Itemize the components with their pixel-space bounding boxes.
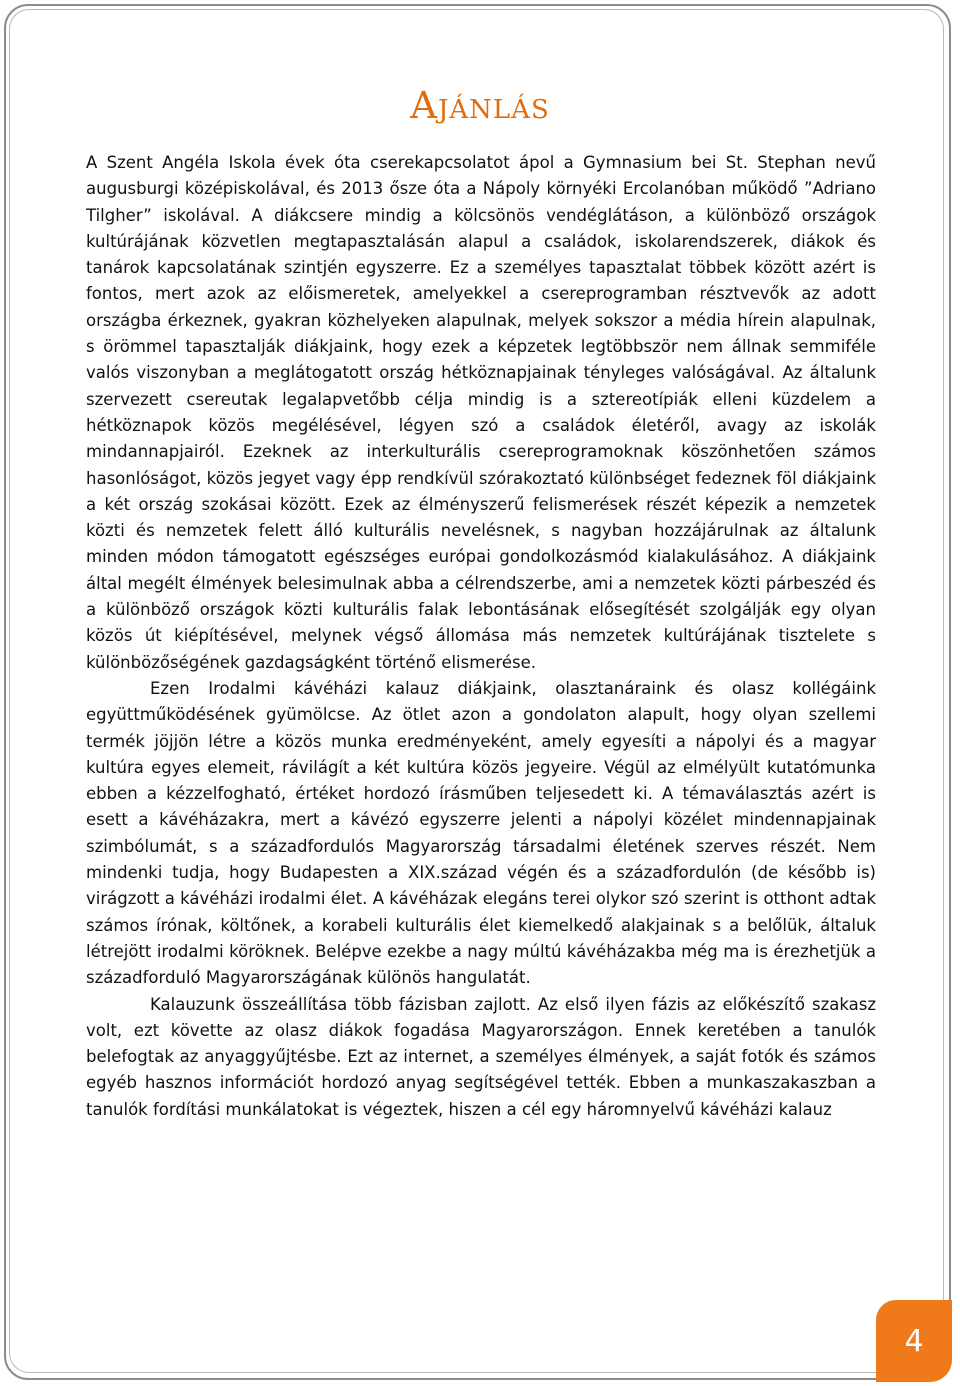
page-number: 4 — [904, 1323, 924, 1359]
page-number-badge — [876, 1300, 952, 1382]
paragraph-3: Kalauzunk összeállítása több fázisban zajlott. Az első ilyen fázis az előkészítő szakasz volt, ezt követte az olasz diákok fogadása Magyarországon. Ennek keretében a tanulók belefogtak az anyaggyűjtésbe. Ezt az internet, a személyes élmények, a saját fotók és számos egyéb hasznos információt hordozó anyag segítségével tették. Ebben a munkaszakaszban a tanulók fordítási munkálatokat is végeztek, hiszen a cél egy háromnyelvű kávéházi kalauz — [86, 994, 876, 1119]
paragraph-2: Ezen Irodalmi kávéházi kalauz diákjaink, olasztanáraink és olasz kollégáink együttműködésének gyümölcse. Az ötlet azon a gondolaton alapult, hogy olyan szellemi termék jöjjön létre a közös munka eredményeként, amely egyesíti a nápolyi és a magyar kultúra egyes elemeit, rávilágít a két kultúra közös jegyeire. Végül az elmélyült kutatómunka ebben a kézzelfogható, értéket hordozó írásműben teljesedett ki. A témaválasztás azért is esett a kávéházakra, mert a kávézó egyszerre jelenti a nápolyi közélet mindennapjainak szimbólumát, s a századfordulós Magyarország társadalmi életének szerves részét. Nem mindenki tudja, hogy Budapesten a XIX.század végén és a századfordulón (de később is) virágzott a kávéházi irodalmi élet. A kávéházak elegáns terei olykor szó szerint is otthont adtak számos írónak, költőnek, a korabeli kulturális élet kiemelkedő alakjainak s a belőlük, általuk létrejött irodalmi köröknek. Belépve ezekbe a nagy múltú kávéházakba még ma is érezhetjük a századforduló Magyarországának különös hangulatát. — [86, 678, 876, 988]
page-title: Ajánlás — [410, 84, 550, 127]
document-body — [86, 150, 876, 1123]
paragraph-1: A Szent Angéla Iskola évek óta cserekapcsolatot ápol a Gymnasium bei St. Stephan nevű augusburgi középiskolával, és 2013 ősze óta a Nápoly környéki Ercolanóban működő ”Adriano Tilgher” iskolával. A diákcsere mindig a kölcsönös vendéglátáson, a különböző országok kultúrájának közvetlen megtapasztalásán alapul a családok, iskolarendszerek, diákok és tanárok kapcsolatának szintjén egyszerre. Ez a személyes tapasztalat többek között azért is fontos, mert azok az előismeretek, amelyekkel a csereprogramban résztvevők az adott országba érkeznek, gyakran közhelyeken alapulnak, melyek sokszor a média hírein alapulnak, s örömmel tapasztalják diákjaink, hogy ezek a képzetek legtöbbször nem állnak semmiféle valós viszonyban a meglátogatott ország hétköznapjainak tényleges valóságával. Az általunk szervezett csereutak legalapvetőbb célja mindig is a sztereotípiák elleni küzdelem a hétköznapok közös megélésével, légyen szó a családok életéről, avagy az iskolák mindannapjairól. Ezeknek az interkulturális csereprogramoknak köszönhetően számos hasonlóságot, közös jegyet vagy épp rendkívül szórakoztató különbséget fedeznek föl diákjaink a két ország szokásai között. Ezek az élményszerű felismerések részét képezik a nemzetek közti és nemzetek felett álló kulturális nevelésnek, s nagyban hozzájárulnak az általunk minden módon támogatott egészséges európai gondolkozásmód kialakulásához. A diákjaink által megélt élmények belesimulnak abba a célrendszerbe, ami a nemzetek közti párbeszéd és a különböző országok közti kulturális falak lebontásának elősegítését szolgálják egy olyan közös út kiépítésével, melynek végső állomása más nemzetek kultúrájának tisztelete s különbözőségének gazdagságként történő elismerése. — [86, 153, 876, 672]
